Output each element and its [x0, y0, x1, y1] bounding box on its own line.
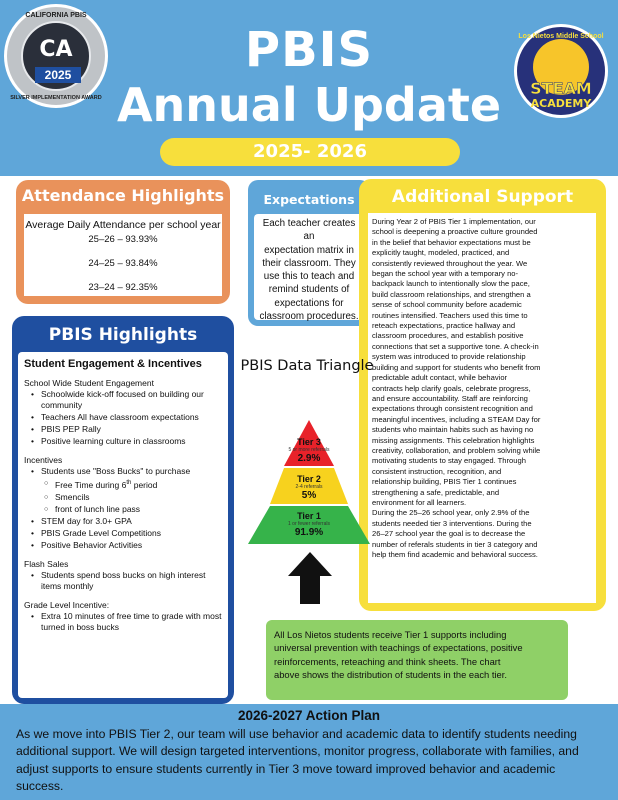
additional-support-line: in the belief that behavior expectations must be [372, 237, 531, 247]
additional-support-line: creativity, collaboration, and problem solving while [372, 445, 541, 455]
additional-support-line: connections that set a supportive tone. A check-in [372, 341, 539, 351]
badge-ca-mark: CA [39, 37, 73, 62]
expectations-line: Each teacher creates an [262, 218, 356, 243]
highlights-section-heading: Incentives [24, 455, 63, 465]
additional-support-body [368, 213, 596, 603]
tier-3-pct: 2.9% [297, 453, 321, 464]
highlights-list-item: • Schoolwide kick-off focused on building our community [30, 389, 223, 411]
highlights-list-item: ○ Smencils [30, 492, 223, 503]
additional-support-line: explicitly taught, modeled, practiced, and [372, 248, 510, 258]
additional-support-line: motivating students to stay engaged. Through [372, 456, 526, 466]
attendance-title: Attendance Highlights [21, 186, 225, 205]
attendance-row: 25–26 – 93.93% [88, 234, 158, 245]
badge-ring-bottom-text: SILVER IMPLEMENTATION AWARD [10, 95, 102, 101]
additional-support-line: consistently reviewed throughout the year. We [372, 258, 528, 268]
steam-academy-logo [514, 24, 608, 118]
tier1-note-line: All Los Nietos students receive Tier 1 supports including [274, 629, 507, 640]
highlights-list-item: • PBIS PEP Rally [30, 424, 223, 435]
additional-support-line: backpack launch to intentionally slow the pace, [372, 279, 530, 289]
highlights-list-item: • Students spend boss bucks on high interest items monthly [30, 570, 223, 592]
additional-support-line: environment for all learners. [372, 497, 467, 507]
highlights-subtitle: Student Engagement & Incentives [24, 358, 202, 370]
additional-support-line: and ensure accountability. Staff are reinforcing [372, 393, 528, 403]
logo-ring-text: Los Nietos Middle School [518, 33, 604, 40]
additional-support-line: school is deepening a proactive culture grounded [372, 227, 538, 237]
highlights-section-heading: Flash Sales [24, 558, 69, 569]
up-arrow-icon [288, 552, 332, 604]
additional-support-panel [359, 179, 606, 611]
tier-1-pct: 91.9% [294, 527, 324, 538]
additional-support-line: 26–27 school year the goal is to decrease the [372, 529, 526, 539]
additional-support-line: routines intensified. Teachers used this time to [372, 310, 528, 320]
action-plan-footer [0, 704, 618, 800]
tier1-note-line: above shows the distribution of students in the each tier. [274, 668, 507, 680]
highlights-list-item: • Teachers All have classroom expectations [30, 412, 223, 423]
school-year-pill: 2025- 2026 [160, 138, 460, 166]
expectations-line: classroom procedures. [259, 311, 359, 323]
highlights-list-item: • Extra 10 minutes of free time to grade with most turned in boss bucks [30, 611, 223, 633]
expectations-line: use this to teach and [263, 271, 355, 283]
attendance-row: 24–25 – 93.84% [88, 258, 158, 269]
additional-support-line: help them find academic and behavioral success. [372, 550, 538, 559]
highlights-section-heading: Grade Level Incentive: [24, 599, 110, 610]
tier-3-name: Tier 3 [297, 437, 321, 447]
tier-2-name: Tier 2 [297, 474, 321, 484]
highlights-list [30, 611, 223, 633]
additional-support-line: During the 25–26 school year, only 2.9% of the [372, 508, 530, 518]
attendance-panel [16, 180, 230, 304]
expectations-line: remind students of [268, 284, 350, 296]
tier1-note-box [266, 620, 568, 700]
page-title-line2: Annual Update [116, 78, 502, 132]
highlights-list-item: • Positive Behavior Activities [30, 540, 223, 551]
additional-support-line: began the school year with a temporary no- [372, 269, 519, 279]
additional-support-line: number of referals students in tier 3 category and [372, 539, 538, 549]
highlights-list-item: • PBIS Grade Level Competitions [30, 528, 223, 539]
attendance-body [24, 214, 222, 296]
tier-2-label [274, 474, 344, 501]
expectations-panel [248, 180, 370, 326]
highlights-list-item: • Positive learning culture in classrooms [30, 436, 223, 447]
tier1-note-line: reinforcements, reteaching and think sheets. The chart [274, 655, 501, 667]
tier-2-pct: 5% [301, 490, 317, 501]
additional-support-line: expectations through consistent recognition and [372, 404, 533, 414]
expectations-line: their classroom. They [262, 257, 356, 269]
triangle-title: PBIS Data Triangle [240, 358, 374, 374]
highlights-list-item: ○ Free Time during 6th period [30, 478, 223, 491]
highlights-section-heading: School Wide Student Engagement [24, 378, 154, 388]
highlights-list-item: ○ front of lunch line pass [30, 504, 223, 515]
additional-support-line: students who maintain habits such as having no [372, 425, 534, 435]
logo-academy-text: ACADEMY [530, 97, 592, 110]
additional-support-line: classroom procedures, and establish positive [372, 331, 524, 341]
expectations-body [254, 214, 364, 323]
additional-support-line: students needed tier 3 interventions. During the [372, 518, 532, 528]
attendance-row: 23–24 – 92.35% [88, 282, 158, 293]
additional-support-line: missing assignments. This celebration highlights [372, 435, 535, 445]
expectations-line: expectations for [274, 297, 344, 309]
action-plan-body: As we move into PBIS Tier 2, our team will use behavior and academic data to identify students needing additional support. We will design targeted interventions, monitor progress, collaborate with families, and adjust supports to ensure students currently in Tier 3 move toward improved behavior and academic success. [16, 727, 579, 794]
logo-steam-text: STEAM [530, 79, 592, 98]
additional-support-line: consistent instruction, recognition, and [372, 466, 502, 476]
pbis-highlights-panel [12, 316, 234, 704]
additional-support-line: meaningful incentives, including a STEAM Day for [372, 414, 541, 424]
badge-year: 2025 [35, 67, 81, 83]
highlights-list-item: • Students use "Boss Bucks" to purchase [30, 466, 223, 477]
tier-3-label [274, 437, 344, 464]
highlights-list [30, 389, 223, 447]
highlights-list [30, 570, 223, 592]
additional-support-line: relationship building, PBIS Tier 1 continues [372, 477, 517, 487]
expectations-title: Expectations [263, 192, 355, 207]
highlights-list [30, 466, 223, 551]
additional-support-line: During Year 2 of PBIS Tier 1 implementation, our [372, 217, 536, 226]
attendance-heading: Average Daily Attendance per school year [25, 219, 221, 231]
tier1-note-line: universal prevention with teachings of expectations, positive [274, 642, 523, 654]
action-plan-title: 2026-2027 Action Plan [237, 708, 381, 723]
tier-1-name: Tier 1 [297, 511, 321, 521]
additional-support-line: system was introduced to provide relationship [372, 352, 526, 362]
highlights-list-item: • STEM day for 3.0+ GPA [30, 516, 223, 527]
additional-support-line: sense of school community before academic [372, 300, 522, 310]
additional-support-line: building and support for students who benefit from [372, 362, 541, 372]
additional-support-line: contracts help clarify goals, celebrate progress, [372, 383, 531, 393]
additional-support-line: predictable adult contact, while behavior [372, 373, 508, 383]
tier-1-sub: 1 or fewer referrals [288, 521, 330, 527]
header-banner [0, 0, 618, 176]
additional-support-line: strengthening a safe, predictable, and [372, 487, 500, 497]
additional-support-line: build classroom relationships, and strengthen a [372, 289, 531, 299]
tier-2-sub: 2-4 referrals [295, 484, 323, 490]
additional-support-title: Additional Support [391, 187, 574, 207]
badge-ring-top-text: CALIFORNIA PBIS [25, 12, 87, 19]
highlights-body [18, 352, 228, 698]
additional-support-line: reteach expectations, practice hallway and [372, 321, 516, 331]
page-title-line1: PBIS [244, 22, 374, 78]
expectations-line: expectation matrix in [264, 244, 354, 256]
tier-1-label [264, 511, 354, 538]
highlights-title: PBIS Highlights [48, 325, 198, 345]
tier-3-sub: 5 or more referrals [288, 447, 330, 453]
